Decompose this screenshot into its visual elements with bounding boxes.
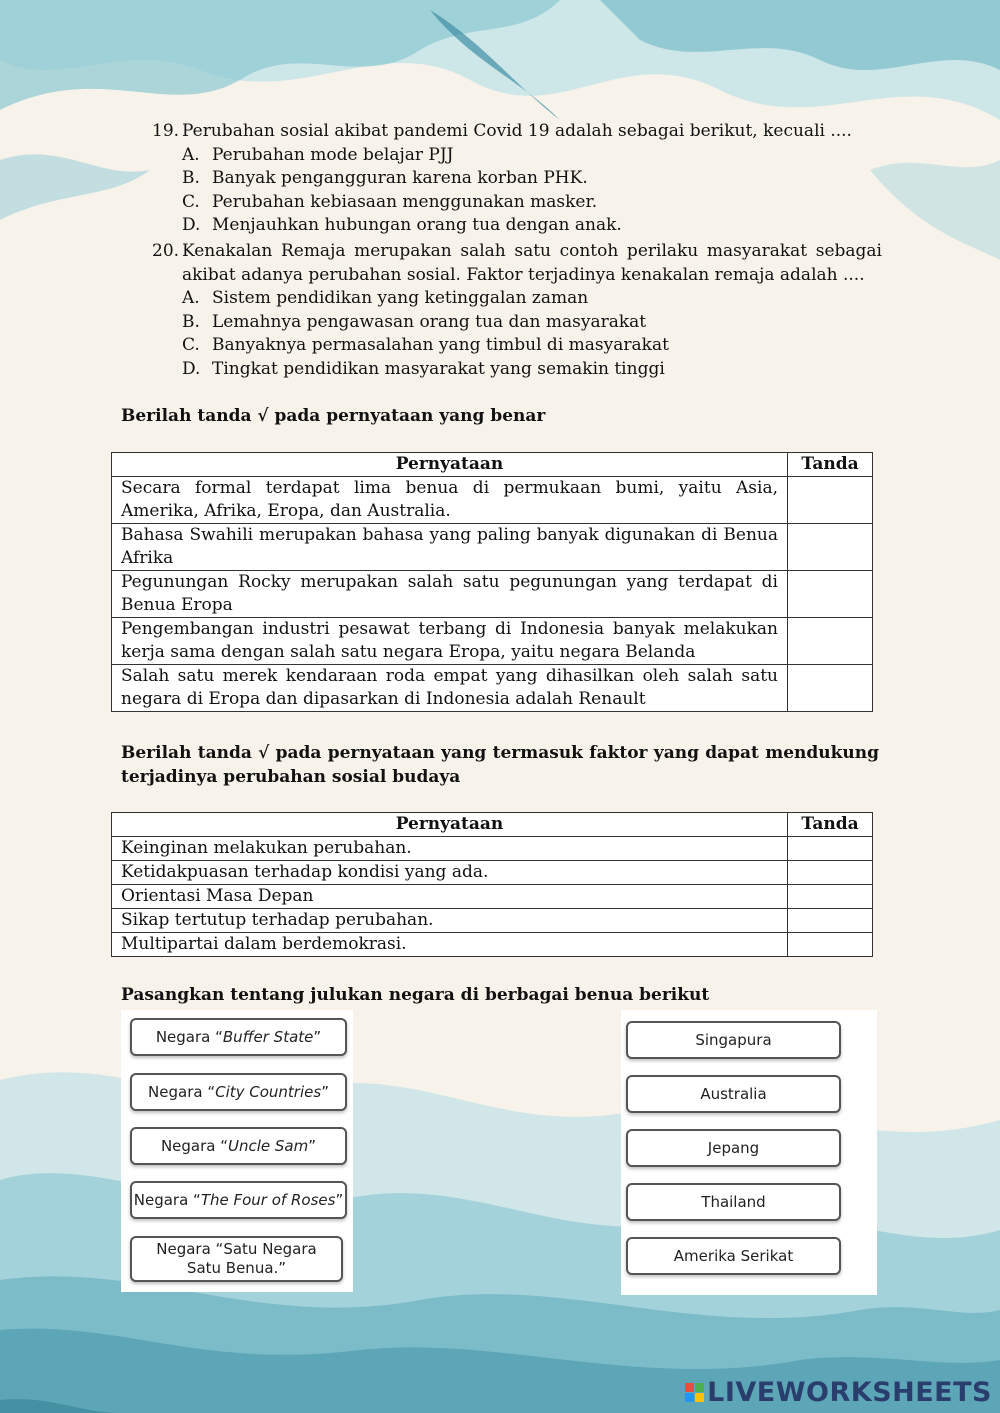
mark-cell[interactable] (788, 571, 873, 618)
mark-cell[interactable] (788, 933, 873, 957)
table-row (112, 861, 873, 885)
logo-icon (685, 1383, 704, 1402)
option-c: C. Perubahan kebiasaan menggunakan masker. (182, 191, 598, 212)
section3-heading: Pasangkan tentang julukan negara di berbagai benua berikut (121, 985, 710, 1005)
section1-heading: Berilah tanda √ pada pernyataan yang benar (121, 406, 546, 426)
question-20 (152, 240, 882, 381)
mark-cell[interactable] (788, 618, 873, 665)
option-d: D. Menjauhkan hubungan orang tua dengan anak. (182, 215, 622, 235)
statement-cell: Pegunungan Rocky merupakan salah satu pegunungan yang terdapat di Benua Eropa (112, 571, 788, 618)
option-d: D. Tingkat pendidikan masyarakat yang semakin tinggi (182, 358, 665, 379)
column-header-statement: Pernyataan (112, 813, 788, 837)
options-list (182, 144, 882, 238)
column-header-mark: Tanda (788, 813, 873, 837)
statement-cell: Ketidakpuasan terhadap kondisi yang ada. (112, 861, 788, 885)
column-header-statement: Pernyataan (112, 453, 788, 477)
match-left-item[interactable]: Negara “ Buffer State ” (130, 1018, 347, 1056)
table-row (112, 618, 873, 665)
mark-cell[interactable] (788, 861, 873, 885)
table-row (112, 477, 873, 524)
statement-cell: Orientasi Masa Depan (112, 885, 788, 909)
mark-cell[interactable] (788, 477, 873, 524)
mark-cell[interactable] (788, 837, 873, 861)
logo-text: LIVEWORKSHEETS (707, 1376, 992, 1408)
match-left-item[interactable]: Negara “ Uncle Sam ” (130, 1127, 347, 1165)
match-right-item[interactable]: Amerika Serikat (626, 1237, 841, 1275)
mark-cell[interactable] (788, 909, 873, 933)
statement-cell: Pengembangan industri pesawat terbang di Indonesia banyak melakukan kerja sama dengan salah satu negara Eropa, yaitu negara Belanda (112, 618, 788, 665)
statement-cell: Multipartai dalam berdemokrasi. (112, 933, 788, 957)
table-row (112, 933, 873, 957)
option-c: C. Banyaknya permasalahan yang timbul di masyarakat (182, 335, 669, 355)
match-right-item[interactable]: Jepang (626, 1129, 841, 1167)
mark-cell[interactable] (788, 524, 873, 571)
table-row (112, 524, 873, 571)
match-left-item[interactable]: Negara “ City Countries ” (130, 1073, 347, 1111)
section1-table (111, 452, 873, 712)
option-b: B. Lemahnya pengawasan orang tua dan masyarakat (182, 311, 647, 332)
table-row (112, 665, 873, 712)
question-19 (152, 120, 882, 238)
table-row (112, 909, 873, 933)
question-text: Perubahan sosial akibat pandemi Covid 19 adalah sebagai berikut, kecuali .... (182, 121, 852, 141)
statement-cell: Secara formal terdapat lima benua di permukaan bumi, yaitu Asia, Amerika, Afrika, Eropa, dan Australia. (112, 477, 788, 524)
statement-cell: Sikap tertutup terhadap perubahan. (112, 909, 788, 933)
question-number: 20. (152, 241, 180, 261)
question-text-line-2: akibat adanya perubahan sosial. Faktor terjadinya kenakalan remaja adalah .... (182, 264, 865, 285)
column-header-mark: Tanda (788, 453, 873, 477)
mark-cell[interactable] (788, 665, 873, 712)
section2-heading: Berilah tanda √ pada pernyataan yang termasuk faktor yang dapat mendukung terjadinya perubahan sosial budaya (121, 743, 879, 787)
match-left-item[interactable]: Negara “ The Four of Roses ” (130, 1181, 347, 1219)
table-row (112, 571, 873, 618)
match-right-item[interactable]: Singapura (626, 1021, 841, 1059)
question-number: 19. (152, 121, 180, 141)
question-text-line-1: Kenakalan Remaja merupakan salah satu contoh perilaku masyarakat sebagai (182, 241, 882, 261)
match-right-item[interactable]: Thailand (626, 1183, 841, 1221)
statement-cell: Salah satu merek kendaraan roda empat yang dihasilkan oleh salah satu negara di Eropa dan dipasarkan di Indonesia adalah Renault (112, 665, 788, 712)
option-a: A. Perubahan mode belajar PJJ (182, 144, 454, 165)
section2-table (111, 812, 873, 957)
option-b: B. Banyak pengangguran karena korban PHK. (182, 168, 588, 188)
statement-cell: Keinginan melakukan perubahan. (112, 837, 788, 861)
liveworksheets-logo[interactable] (685, 1375, 992, 1409)
statement-cell: Bahasa Swahili merupakan bahasa yang paling banyak digunakan di Benua Afrika (112, 524, 788, 571)
options-list (182, 287, 882, 381)
mark-cell[interactable] (788, 885, 873, 909)
option-a: A. Sistem pendidikan yang ketinggalan zaman (182, 288, 589, 308)
match-right-item[interactable]: Australia (626, 1075, 841, 1113)
table-row (112, 885, 873, 909)
match-left-item[interactable]: Negara “Satu Negara Satu Benua.” (130, 1236, 343, 1282)
table-row (112, 837, 873, 861)
